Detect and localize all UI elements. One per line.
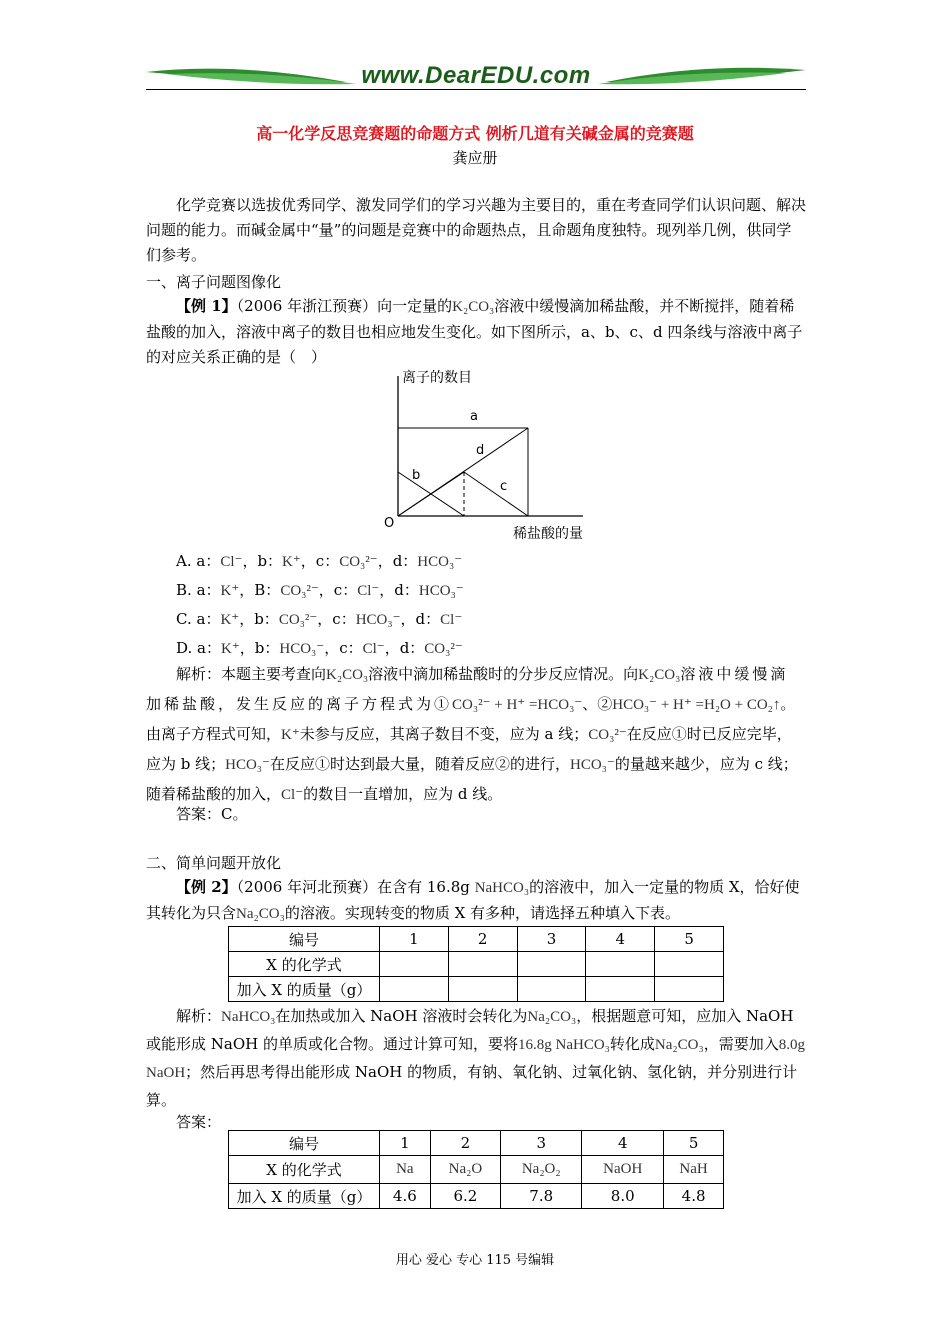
analysis1-text: 、② [582, 695, 613, 713]
hco3-ion: HCO₃⁻ [569, 757, 615, 773]
opt-key: a： [196, 610, 221, 628]
table-cell: 1 [380, 927, 449, 952]
intro-paragraph: 化学竞赛以选拔优秀同学、激发同学们的学习兴趣为主要目的，重在考查同学们认识问题、解决问题的能力。而碱金属中“量”的问题是竞赛中的命题热点，且命题角度独特。现列举几例，供同学们参考。 [146, 196, 807, 264]
opt-key: ，c： [300, 552, 340, 570]
table-cell: 3 [517, 927, 586, 952]
table-cell: Na [380, 1156, 431, 1184]
analysis1-text: 。由离子方程式可知， [146, 695, 796, 743]
table-cell: 4.8 [664, 1184, 724, 1209]
opt-key: ，b： [239, 639, 280, 657]
analysis1-text: 在反应①时已反应完毕，应为 b 线； [146, 725, 792, 773]
table-answer [228, 1130, 724, 1209]
table-cell: 5 [664, 1131, 724, 1156]
example1-label: 【例 1】 [176, 297, 237, 315]
opt-key: ，d： [379, 581, 419, 599]
analysis2-text: 解析： [176, 1007, 222, 1025]
answer2-label: 答案： [176, 1113, 222, 1131]
option-a [146, 549, 836, 575]
table-cell: X 的化学式 [229, 1156, 380, 1184]
q1-text-b: 溶液中缓慢滴加稀盐酸，并不断搅拌，随着稀盐酸的加入，溶液中离子的数目也相应地发生变化。如下图所示，a、b、c、d 四条线与溶液中离子的对应关系正确的是（ ） [146, 297, 803, 366]
hco3-ion: HCO₃⁻ [225, 757, 270, 773]
opt-ion: K⁺ [221, 641, 240, 657]
blank-cell [586, 952, 655, 977]
opt-key: ，c： [317, 610, 356, 628]
blank-cell [448, 977, 517, 1002]
table-cell: 2 [430, 1131, 500, 1156]
example1-source: （2006 年浙江预赛） [236, 297, 378, 315]
opt-ion: CO₃²⁻ [280, 583, 319, 599]
example2-source: （2006 年河北预赛） [236, 878, 378, 896]
author: 龚应册 [452, 149, 498, 167]
opt-ion: Cl⁻ [357, 583, 380, 599]
opt-ion: HCO₃⁻ [355, 612, 401, 628]
table-cell: NaH [664, 1156, 724, 1184]
nahco3-formula: NaHCO₃ [221, 1009, 276, 1025]
option-letter: C. [176, 610, 192, 628]
opt-key: a： [197, 639, 221, 657]
blank-cell [517, 952, 586, 977]
blank-cell [586, 977, 655, 1002]
nahco3-formula: NaHCO₃ [474, 880, 530, 896]
opt-ion: HCO₃⁻ [417, 554, 463, 570]
opt-ion: Cl⁻ [220, 554, 243, 570]
label-a: a [470, 409, 478, 424]
table-row [229, 1156, 724, 1184]
cl-ion: Cl⁻ [281, 787, 304, 803]
opt-ion: HCO₃⁻ [279, 641, 325, 657]
page-title: 高一化学反思竞赛题的命题方式 例析几道有关碱金属的竞赛题 [256, 124, 694, 143]
opt-key: ，c： [318, 581, 358, 599]
opt-ion: K⁺ [282, 554, 301, 570]
header-logo [146, 60, 806, 96]
section2-heading: 二、简单问题开放化 [146, 854, 282, 872]
opt-key: ，b： [239, 610, 279, 628]
equation-1: CO₃²⁻ + H⁺ =HCO₃⁻ [452, 697, 583, 713]
example1-question [146, 294, 806, 370]
opt-key: ，d： [384, 639, 425, 657]
analysis1-text: 在反应①时达到最大量，随着反应②的进行， [269, 755, 570, 773]
q1-text-a: 向一定量的 [377, 297, 453, 315]
option-letter: D. [176, 639, 193, 657]
example2-question [146, 875, 806, 927]
table-cell: Na₂O₂ [501, 1156, 582, 1184]
blank-cell [655, 977, 724, 1002]
opt-ion: K⁺ [220, 583, 240, 599]
option-b [146, 578, 836, 604]
table-cell: 编号 [229, 927, 380, 952]
table-cell: 8.0 [582, 1184, 664, 1209]
table-cell: 3 [501, 1131, 582, 1156]
blank-cell [517, 977, 586, 1002]
table-row [229, 952, 724, 977]
opt-key: a： [196, 581, 221, 599]
k2co3-formula: K₂CO₃ [326, 667, 369, 683]
analysis2-text: ，需要加入 [703, 1035, 779, 1053]
section1-heading: 一、离子问题图像化 [146, 273, 282, 291]
equation-2: HCO₃⁻ + H⁺ =H₂O + CO₂↑ [612, 697, 781, 713]
table-cell: 6.2 [430, 1184, 500, 1209]
option-d [146, 636, 836, 662]
label-d: d [476, 443, 485, 458]
opt-ion: Cl⁻ [362, 641, 385, 657]
opt-key: a： [196, 552, 221, 570]
na2co3-formula: Na₂CO₃ [527, 1009, 577, 1025]
na2co3-formula: Na₂CO₃ [236, 906, 285, 922]
analysis1-text: 的数目一直增加，应为 d 线。 [303, 785, 503, 803]
analysis2 [146, 1003, 806, 1114]
opt-key: ，b： [242, 552, 283, 570]
ion-graph [378, 366, 608, 546]
table-row [229, 977, 724, 1002]
opt-ion: Cl⁻ [440, 612, 463, 628]
opt-key: ，d： [400, 610, 441, 628]
blank-cell [380, 952, 449, 977]
analysis2-text: ；然后再思考得出能形成 NaOH 的物质，有钠、氧化钠、过氧化钠、氢化钠，并分别进行计算。 [146, 1063, 798, 1109]
table-cell: 4 [582, 1131, 664, 1156]
table-row [229, 1131, 724, 1156]
table-row [229, 927, 724, 952]
label-b: b [412, 468, 421, 483]
analysis2-text: 在加热或加入 NaOH 溶液时会转化为 [275, 1007, 528, 1025]
table-question [228, 926, 724, 1002]
blank-cell [655, 952, 724, 977]
table-row [229, 1184, 724, 1209]
table-cell: 4 [586, 927, 655, 952]
option-letter: B. [176, 581, 192, 599]
origin-label: O [384, 516, 395, 531]
k-ion: K⁺ [281, 727, 300, 743]
na2co3-formula: Na₂CO₃ [654, 1037, 704, 1053]
blank-cell [448, 952, 517, 977]
q2-text-a: 在含有 16.8g [377, 878, 470, 896]
table-cell: 1 [380, 1131, 431, 1156]
q2-text-b: 的溶液中，加入一定量的物质 X，恰好使其转化为只含 [146, 878, 800, 922]
table-cell: 加入 X 的质量（g） [229, 1184, 380, 1209]
mass-8-0g: 8.0g NaOH [146, 1037, 805, 1081]
table-cell: X 的化学式 [229, 952, 380, 977]
site-logo-text: www.DearEDU.com [361, 62, 591, 89]
blank-cell [380, 977, 449, 1002]
table-cell: 7.8 [501, 1184, 582, 1209]
table-cell: 2 [448, 927, 517, 952]
option-letter: A. [176, 552, 192, 570]
k2co3-formula: K₂CO₃ [452, 299, 495, 315]
line-c-fall [464, 472, 528, 516]
opt-ion: K⁺ [220, 612, 240, 628]
analysis1-text: 未参与反应，其离子数目不变，应为 a 线； [299, 725, 589, 743]
co3-ion: CO₃²⁻ [588, 727, 627, 743]
page-footer: 用心 爱心 专心 115 号编辑 [395, 1253, 555, 1268]
opt-ion: HCO₃⁻ [418, 583, 464, 599]
opt-ion: CO₃²⁻ [339, 554, 378, 570]
analysis2-text: 转化成 [609, 1035, 655, 1053]
analysis1-text: 溶液中滴加稀盐酸时的分步反应情况。向 [368, 665, 639, 683]
mass-16-8g: 16.8g NaHCO₃ [518, 1037, 610, 1053]
opt-key: ，B： [239, 581, 281, 599]
table-cell: 加入 X 的质量（g） [229, 977, 380, 1002]
analysis1 [146, 660, 806, 810]
analysis1-text: 解析：本题主要考查向 [176, 665, 327, 683]
y-axis-label: 离子的数目 [402, 370, 472, 386]
analysis2-text: ，根据题意可知，应加入 NaOH 或能形成 NaOH 的单质或化合物。通过计算可知，要将 [146, 1007, 794, 1053]
header-divider [146, 89, 806, 90]
table-cell: Na₂O [430, 1156, 500, 1184]
opt-key: ，d： [377, 552, 418, 570]
opt-key: ，c： [324, 639, 363, 657]
analysis1-text: 溶液中缓慢滴加稀盐酸，发生反应的离子方程式为① [146, 665, 789, 713]
opt-ion: CO₃²⁻ [424, 641, 463, 657]
answer1: 答案：C。 [176, 805, 248, 823]
table-cell: 5 [655, 927, 724, 952]
analysis1-text: 的量越来越少，应为 c 线；随着稀盐酸的加入， [146, 755, 798, 803]
table-cell: 编号 [229, 1131, 380, 1156]
table-cell: 4.6 [380, 1184, 431, 1209]
q2-text-c: 的溶液。实现转变的物质 X 有多种，请选择五种填入下表。 [284, 904, 681, 922]
x-axis-label: 稀盐酸的量 [513, 526, 583, 542]
k2co3-formula: K₂CO₃ [638, 667, 681, 683]
table-cell: NaOH [582, 1156, 664, 1184]
opt-ion: CO₃²⁻ [278, 612, 318, 628]
label-c: c [500, 479, 508, 494]
example2-label: 【例 2】 [176, 878, 237, 896]
option-c [146, 607, 836, 633]
